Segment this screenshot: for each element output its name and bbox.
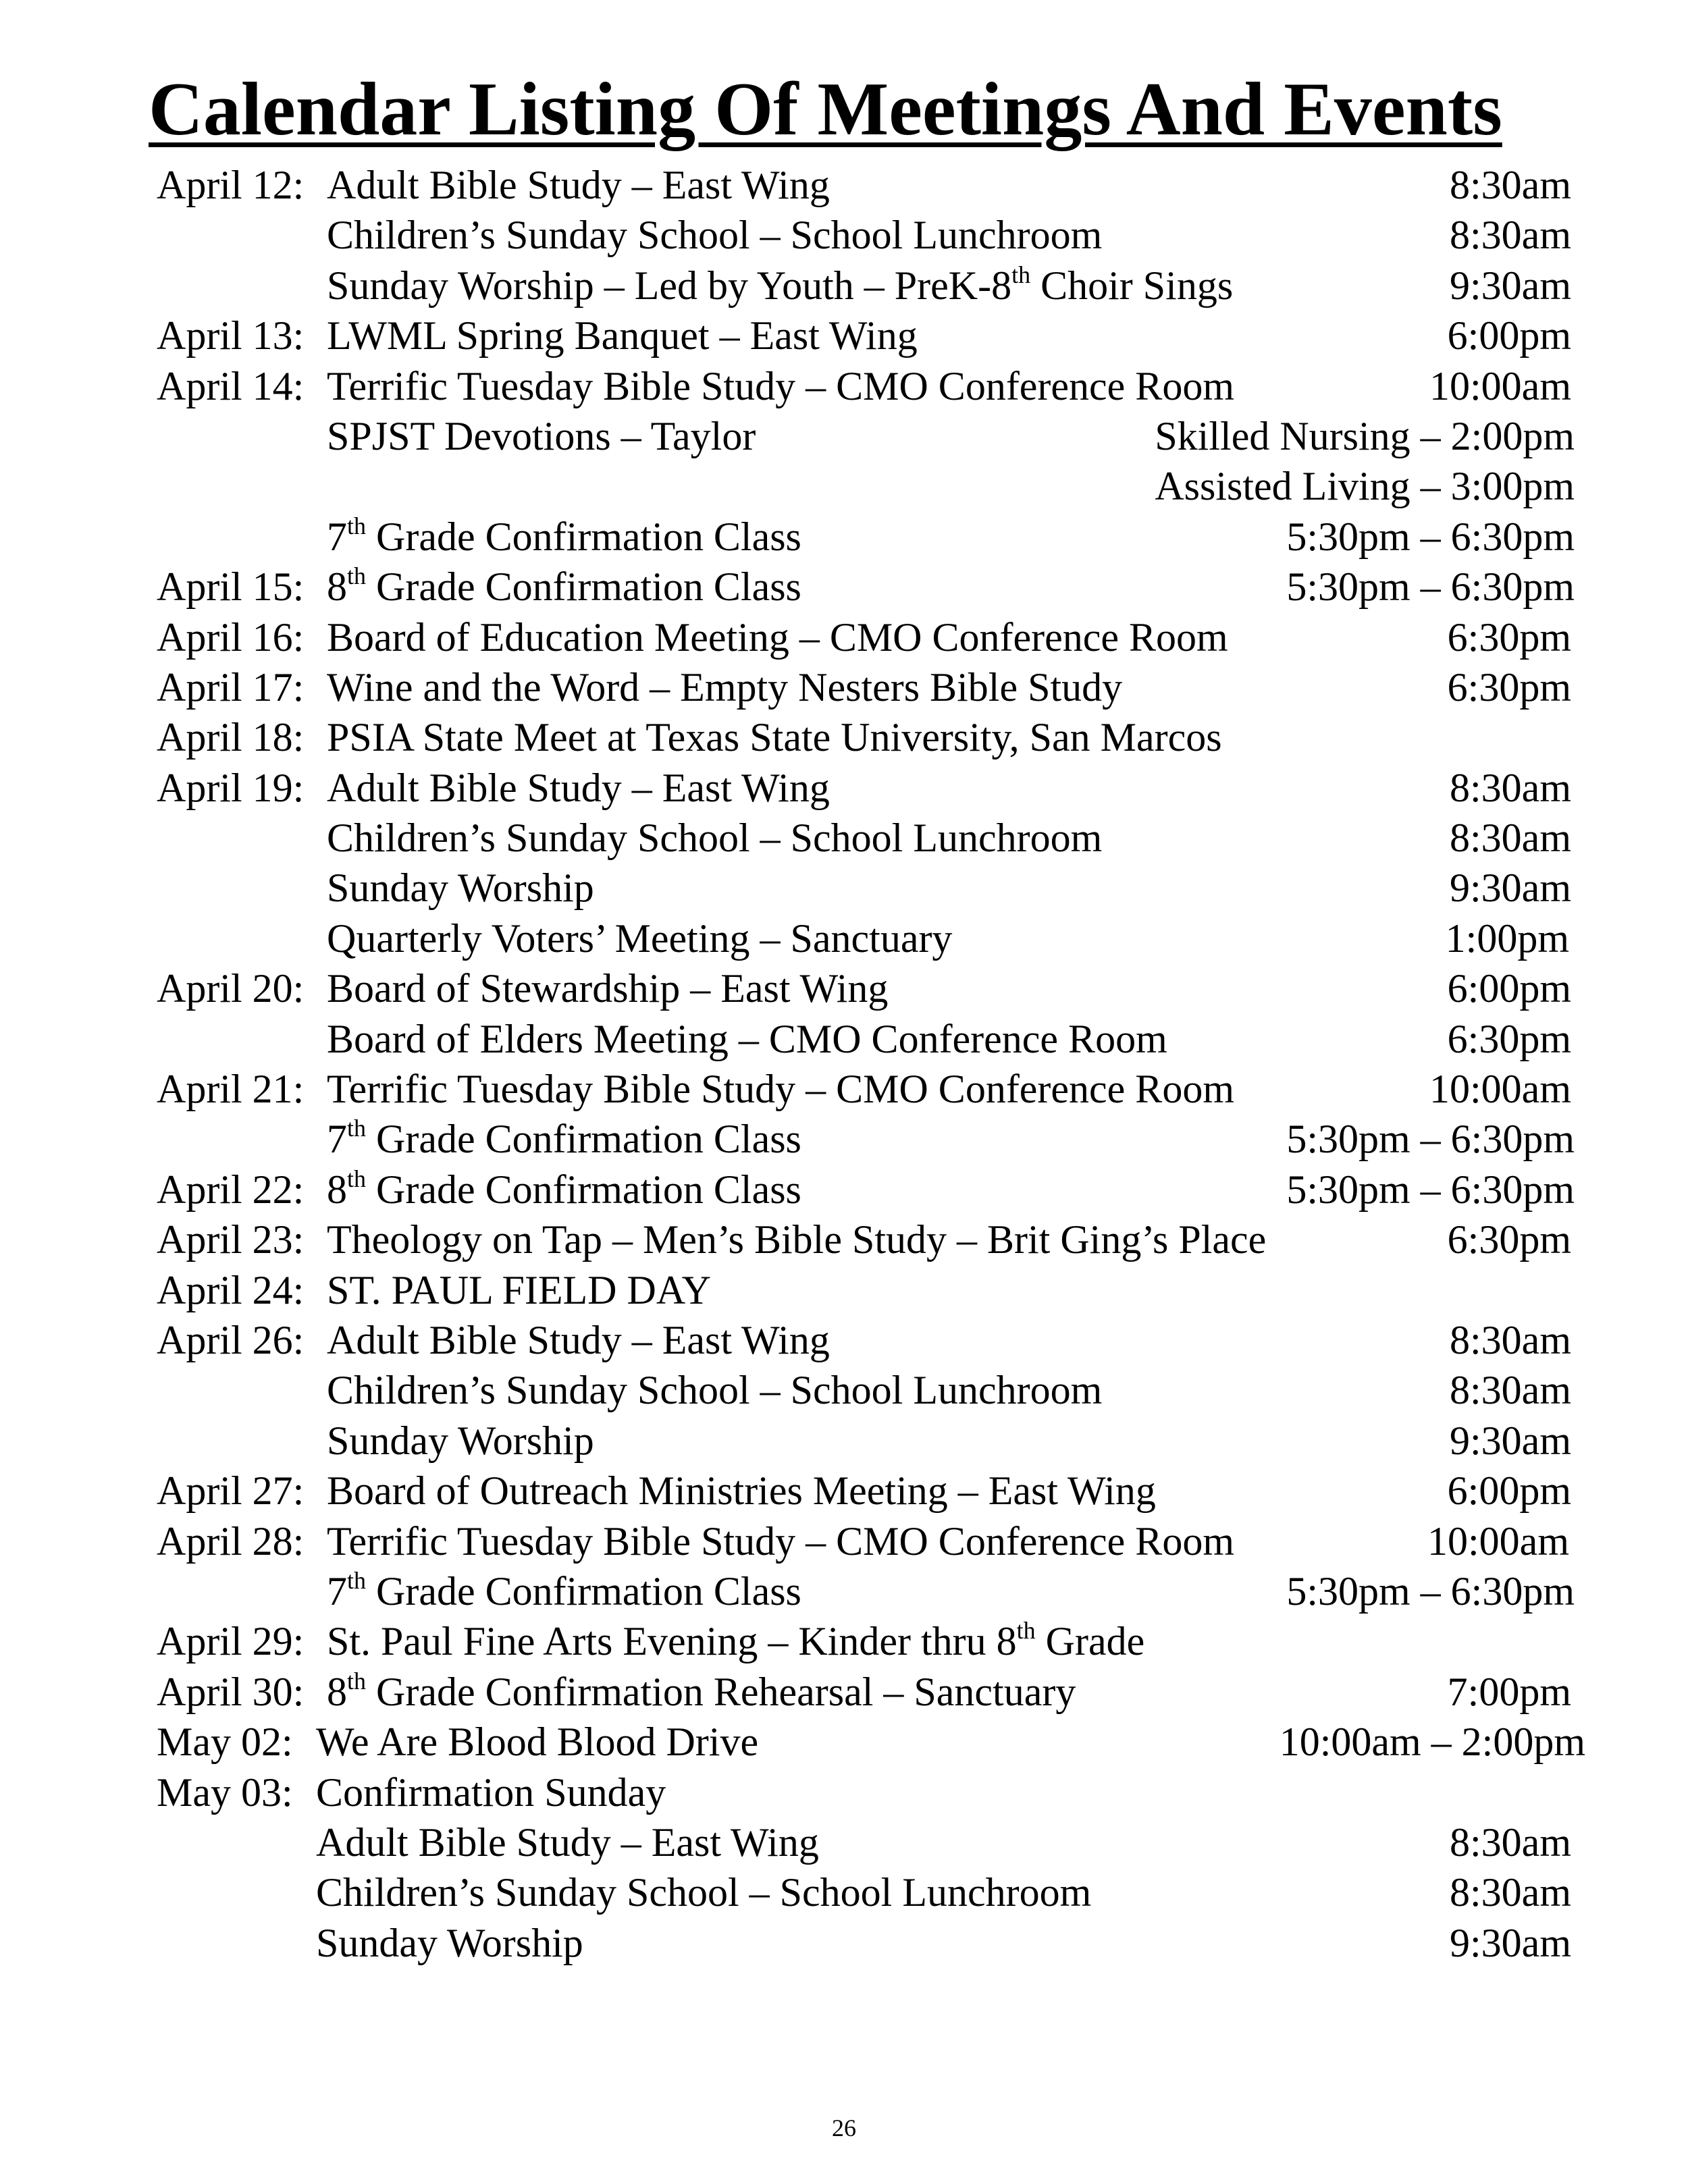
row-event: Terrific Tuesday Bible Study – CMO Conference Room	[327, 363, 1234, 408]
calendar-row	[0, 1114, 1688, 1164]
calendar-row	[0, 1918, 1688, 1968]
row-event: Board of Stewardship – East Wing	[327, 966, 889, 1011]
row-time: 6:30pm	[1447, 664, 1571, 710]
row-date: April 13:	[157, 313, 305, 358]
event-text: Grade Confirmation Class	[366, 564, 801, 610]
row-date: April 19:	[157, 765, 305, 810]
row-time: 10:00am	[1427, 1518, 1569, 1564]
row-event: Children’s Sunday School – School Lunchroom	[316, 1870, 1092, 1915]
row-event: Board of Outreach Ministries Meeting – East Wing	[327, 1468, 1156, 1514]
calendar-row	[0, 1767, 1688, 1817]
calendar-row	[0, 1667, 1688, 1717]
event-text: Grade Confirmation Class	[366, 514, 801, 559]
calendar-row	[0, 712, 1688, 762]
calendar-row	[0, 1717, 1688, 1767]
row-time: 6:30pm	[1447, 1217, 1571, 1262]
calendar-row	[0, 763, 1688, 813]
calendar-row	[0, 1416, 1688, 1466]
calendar-row	[0, 1265, 1688, 1315]
row-time: 6:00pm	[1447, 966, 1571, 1011]
page-title: Calendar Listing Of Meetings And Events	[149, 68, 1502, 151]
row-time: 7:00pm	[1447, 1669, 1571, 1714]
row-event: PSIA State Meet at Texas State University, San Marcos	[327, 715, 1222, 760]
row-time: 6:00pm	[1447, 1468, 1571, 1514]
row-event: Terrific Tuesday Bible Study – CMO Conference Room	[327, 1518, 1234, 1564]
row-date: May 02:	[157, 1720, 293, 1765]
row-event	[327, 1114, 801, 1164]
event-text: Grade Confirmation Rehearsal – Sanctuary	[366, 1669, 1076, 1714]
row-event: Wine and the Word – Empty Nesters Bible Study	[327, 664, 1123, 710]
calendar-row	[0, 160, 1688, 210]
row-time: 10:00am – 2:00pm	[1279, 1720, 1585, 1765]
row-date: April 28:	[157, 1518, 305, 1564]
row-date: April 27:	[157, 1468, 305, 1514]
row-event	[327, 1616, 1144, 1666]
row-event: Adult Bible Study – East Wing	[327, 765, 830, 810]
row-time: 6:30pm	[1447, 1016, 1571, 1061]
row-time: 8:30am	[1450, 1870, 1571, 1915]
event-text: 8	[327, 1669, 347, 1714]
event-text: 7	[327, 1568, 347, 1614]
calendar-row	[0, 1466, 1688, 1516]
calendar-row	[0, 1566, 1688, 1616]
calendar-row	[0, 1817, 1688, 1867]
row-time: 8:30am	[1450, 163, 1571, 207]
row-time: 8:30am	[1450, 765, 1571, 810]
calendar-row	[0, 1616, 1688, 1666]
row-time: 8:30am	[1450, 213, 1571, 258]
ordinal-suffix: th	[347, 1566, 367, 1594]
event-text: St. Paul Fine Arts Evening – Kinder thru 8	[327, 1619, 1017, 1664]
row-time: 10:00am	[1429, 1067, 1571, 1112]
event-text: Choir Sings	[1030, 263, 1234, 308]
calendar-row	[0, 662, 1688, 712]
row-date: April 21:	[157, 1067, 305, 1112]
row-time: 9:30am	[1450, 1920, 1571, 1965]
calendar-row	[0, 512, 1688, 562]
row-time: 5:30pm – 6:30pm	[1286, 1568, 1575, 1614]
calendar-row	[0, 311, 1688, 361]
row-date: April 29:	[157, 1619, 305, 1664]
row-time: Assisted Living – 3:00pm	[1155, 464, 1575, 509]
calendar-row	[0, 1365, 1688, 1415]
row-date: April 26:	[157, 1317, 305, 1362]
calendar-row	[0, 1867, 1688, 1917]
event-text: Grade Confirmation Class	[366, 1117, 801, 1162]
row-event: Theology on Tap – Men’s Bible Study – Brit Ging’s Place	[327, 1217, 1267, 1262]
calendar-row	[0, 1064, 1688, 1114]
event-text: Grade	[1035, 1619, 1145, 1664]
row-event	[327, 562, 801, 612]
row-time: 8:30am	[1450, 816, 1571, 861]
calendar-row	[0, 562, 1688, 612]
row-date: April 18:	[157, 715, 305, 760]
row-event: Sunday Worship	[316, 1920, 583, 1965]
calendar-row	[0, 813, 1688, 863]
row-date: April 30:	[157, 1669, 305, 1714]
row-event: Quarterly Voters’ Meeting – Sanctuary	[327, 915, 953, 961]
row-event: Adult Bible Study – East Wing	[327, 1317, 830, 1362]
calendar-list	[0, 160, 1688, 1968]
row-time: 10:00am	[1429, 363, 1571, 408]
row-event: Children’s Sunday School – School Lunchroom	[327, 213, 1103, 258]
event-text: 7	[327, 1117, 347, 1162]
row-time: 8:30am	[1450, 1317, 1571, 1362]
ordinal-suffix: th	[347, 1667, 367, 1695]
calendar-row	[0, 1315, 1688, 1365]
row-time: 9:30am	[1450, 263, 1571, 308]
row-event: Children’s Sunday School – School Lunchroom	[327, 816, 1103, 861]
row-time: 5:30pm – 6:30pm	[1286, 1167, 1575, 1212]
calendar-row	[0, 1516, 1688, 1566]
row-event: ST. PAUL FIELD DAY	[327, 1267, 711, 1312]
calendar-row	[0, 461, 1688, 511]
calendar-row	[0, 1215, 1688, 1264]
row-date: April 14:	[157, 363, 305, 408]
row-event: Confirmation Sunday	[316, 1769, 666, 1815]
ordinal-suffix: th	[1011, 261, 1031, 288]
calendar-row	[0, 261, 1688, 311]
calendar-row	[0, 612, 1688, 662]
row-event: Board of Elders Meeting – CMO Conference Room	[327, 1016, 1167, 1061]
row-time: 6:30pm	[1447, 614, 1571, 660]
row-time: 9:30am	[1450, 1418, 1571, 1463]
row-date: April 22:	[157, 1167, 305, 1212]
calendar-row	[0, 1165, 1688, 1215]
row-date: April 12:	[157, 163, 305, 207]
event-text: 8	[327, 1167, 347, 1212]
ordinal-suffix: th	[347, 1165, 367, 1192]
event-text: 8	[327, 564, 347, 610]
row-event: Terrific Tuesday Bible Study – CMO Conference Room	[327, 1067, 1234, 1112]
row-date: April 24:	[157, 1267, 305, 1312]
row-date: April 17:	[157, 664, 305, 710]
ordinal-suffix: th	[347, 562, 367, 590]
row-event: LWML Spring Banquet – East Wing	[327, 313, 918, 358]
row-date: May 03:	[157, 1769, 293, 1815]
page-number: 26	[832, 2114, 856, 2141]
calendar-row	[0, 1014, 1688, 1064]
row-event: Sunday Worship	[327, 865, 594, 911]
calendar-row	[0, 210, 1688, 260]
calendar-row	[0, 411, 1688, 461]
row-time: Skilled Nursing – 2:00pm	[1155, 413, 1575, 458]
row-time: 6:00pm	[1447, 313, 1571, 358]
row-time: 5:30pm – 6:30pm	[1286, 514, 1575, 559]
calendar-row	[0, 913, 1688, 963]
event-text: 7	[327, 514, 347, 559]
ordinal-suffix: th	[347, 1115, 367, 1142]
row-event: Sunday Worship	[327, 1418, 594, 1463]
row-date: April 23:	[157, 1217, 305, 1262]
row-event: Adult Bible Study – East Wing	[327, 163, 830, 207]
row-event	[327, 1165, 801, 1215]
row-time: 5:30pm – 6:30pm	[1286, 1117, 1575, 1162]
row-time: 8:30am	[1450, 1819, 1571, 1865]
row-time: 9:30am	[1450, 865, 1571, 911]
ordinal-suffix: th	[347, 512, 367, 539]
row-time: 8:30am	[1450, 1368, 1571, 1413]
row-event: Board of Education Meeting – CMO Conference Room	[327, 614, 1228, 660]
row-date: April 16:	[157, 614, 305, 660]
calendar-row	[0, 361, 1688, 411]
row-event: SPJST Devotions – Taylor	[327, 413, 756, 458]
row-event	[327, 512, 801, 562]
row-event: We Are Blood Blood Drive	[316, 1720, 759, 1765]
row-time: 1:00pm	[1445, 915, 1569, 961]
event-text: Sunday Worship – Led by Youth – PreK-8	[327, 263, 1012, 308]
event-text: Grade Confirmation Class	[366, 1568, 801, 1614]
row-time: 5:30pm – 6:30pm	[1286, 564, 1575, 610]
calendar-row	[0, 863, 1688, 913]
ordinal-suffix: th	[1016, 1617, 1036, 1645]
row-event: Adult Bible Study – East Wing	[316, 1819, 819, 1865]
row-event	[327, 1667, 1076, 1717]
row-event	[327, 1566, 801, 1616]
event-text: Grade Confirmation Class	[366, 1167, 801, 1212]
row-event: Children’s Sunday School – School Lunchroom	[327, 1368, 1103, 1413]
row-date: April 15:	[157, 564, 305, 610]
row-event	[327, 261, 1233, 311]
calendar-row	[0, 963, 1688, 1013]
row-date: April 20:	[157, 966, 305, 1011]
